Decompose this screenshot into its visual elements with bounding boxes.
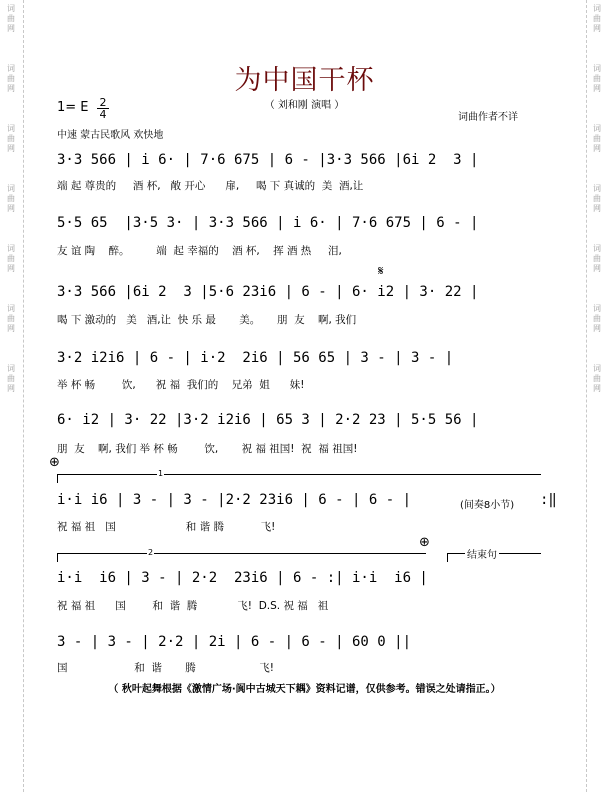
second-ending-number: 2 <box>148 548 154 557</box>
composer-credit: 词曲作者不详 <box>458 112 518 123</box>
time-signature-bottom: 4 <box>97 108 109 120</box>
score-row-8-lyrics: 国 和 谐 腾 飞! <box>57 662 274 674</box>
score-row-7-notes: i·i i6 | 3 - | 2·2 23i6 | 6 - :| i·i i6 | <box>57 570 428 586</box>
side-watermark-left: 词 曲 网 <box>7 244 15 273</box>
score-row-8-notes: 3 - | 3 - | 2·2 | 2i | 6 - | 6 - | 60 0 || <box>57 634 412 650</box>
side-watermark-right: 词 曲 网 <box>593 124 601 153</box>
score-row-4-lyrics: 举 杯 畅 饮, 祝 福 我们的 兄弟 姐 妹! <box>57 379 305 391</box>
first-ending-number: 1 <box>158 469 164 478</box>
score-row-1-lyrics: 端 起 尊贵的 酒 杯, 敞 开心 扉, 喝 下 真诚的 美 酒,让 <box>57 180 364 192</box>
score-row-3-notes: 3·3 566 |6i 2 3 |5·6 23i6 | 6 - | 6· i2 | 3· 22 | <box>57 284 479 300</box>
side-watermark-left: 词 曲 网 <box>7 184 15 213</box>
left-border-line <box>23 0 24 792</box>
first-ending-bracket <box>57 474 541 483</box>
repeat-end: :‖ <box>540 492 557 508</box>
second-ending-bracket <box>57 553 426 562</box>
score-row-5-notes: 6· i2 | 3· 22 |3·2 i2i6 | 65 3 | 2·2 23 | 5·5 56 | <box>57 412 479 428</box>
side-watermark-left: 词 曲 网 <box>7 304 15 333</box>
right-border-line <box>586 0 587 792</box>
footer-note: （ 秋叶起舞根据《激情广场·阆中古城天下耦》资料记谱，仅供参考。错误之处请指正。） <box>108 684 501 695</box>
side-watermark-right: 词 曲 网 <box>593 64 601 93</box>
side-watermark-right: 词 曲 网 <box>593 184 601 213</box>
side-watermark-left: 词 曲 网 <box>7 64 15 93</box>
side-watermark-left: 词 曲 网 <box>7 364 15 393</box>
score-row-6-notes: i·i i6 | 3 - | 3 - |2·2 23i6 | 6 - | 6 - | <box>57 492 412 508</box>
tempo-marking: 中速 蒙古民歌风 欢快地 <box>57 130 164 141</box>
coda-sign: ⊕ <box>49 455 60 470</box>
singer-credit: （ 刘和刚 演唱 ） <box>264 100 345 111</box>
score-row-5-lyrics: 朋 友 啊, 我们 举 杯 畅 饮, 祝 福 祖国! 祝 福 祖国! <box>57 443 358 455</box>
song-title: 为中国干杯 <box>234 65 375 96</box>
score-row-2-notes: 5·5 65 |3·5 3· | 3·3 566 | i 6· | 7·6 675 | 6 - | <box>57 215 479 231</box>
score-row-1-notes: 3·3 566 | i 6· | 7·6 675 | 6 - |3·3 566 |6i 2 3 | <box>57 152 479 168</box>
coda-sign-2: ⊕ <box>419 535 430 550</box>
time-signature <box>97 97 109 120</box>
side-watermark-right: 词 曲 网 <box>593 304 601 333</box>
side-watermark-right: 词 曲 网 <box>593 4 601 33</box>
score-row-2-lyrics: 友 谊 陶 醉。 端 起 幸福的 酒 杯, 挥 酒 热 泪, <box>57 245 342 257</box>
side-watermark-left: 词 曲 网 <box>7 4 15 33</box>
side-watermark-right: 词 曲 网 <box>593 364 601 393</box>
time-signature-top: 2 <box>99 96 107 109</box>
segno-sign: 𝄋 <box>378 264 384 279</box>
score-row-3-lyrics: 喝 下 激动的 美 酒,让 快 乐 最 美。 朋 友 啊, 我们 <box>57 314 357 326</box>
score-row-4-notes: 3·2 i2i6 | 6 - | i·2 2i6 | 56 65 | 3 - | 3 - | <box>57 350 454 366</box>
score-row-7-lyrics: 祝 福 祖 国 和 谐 腾 飞! D.S. 祝 福 祖 <box>57 600 329 612</box>
score-row-6-lyrics: 祝 福 祖 国 和 谐 腾 飞! <box>57 521 276 533</box>
ending-label: 结束句 <box>465 546 499 561</box>
key-signature: 1= E <box>57 100 89 115</box>
interlude-note: (间奏8小节) <box>460 500 515 511</box>
side-watermark-left: 词 曲 网 <box>7 124 15 153</box>
side-watermark-right: 词 曲 网 <box>593 244 601 273</box>
